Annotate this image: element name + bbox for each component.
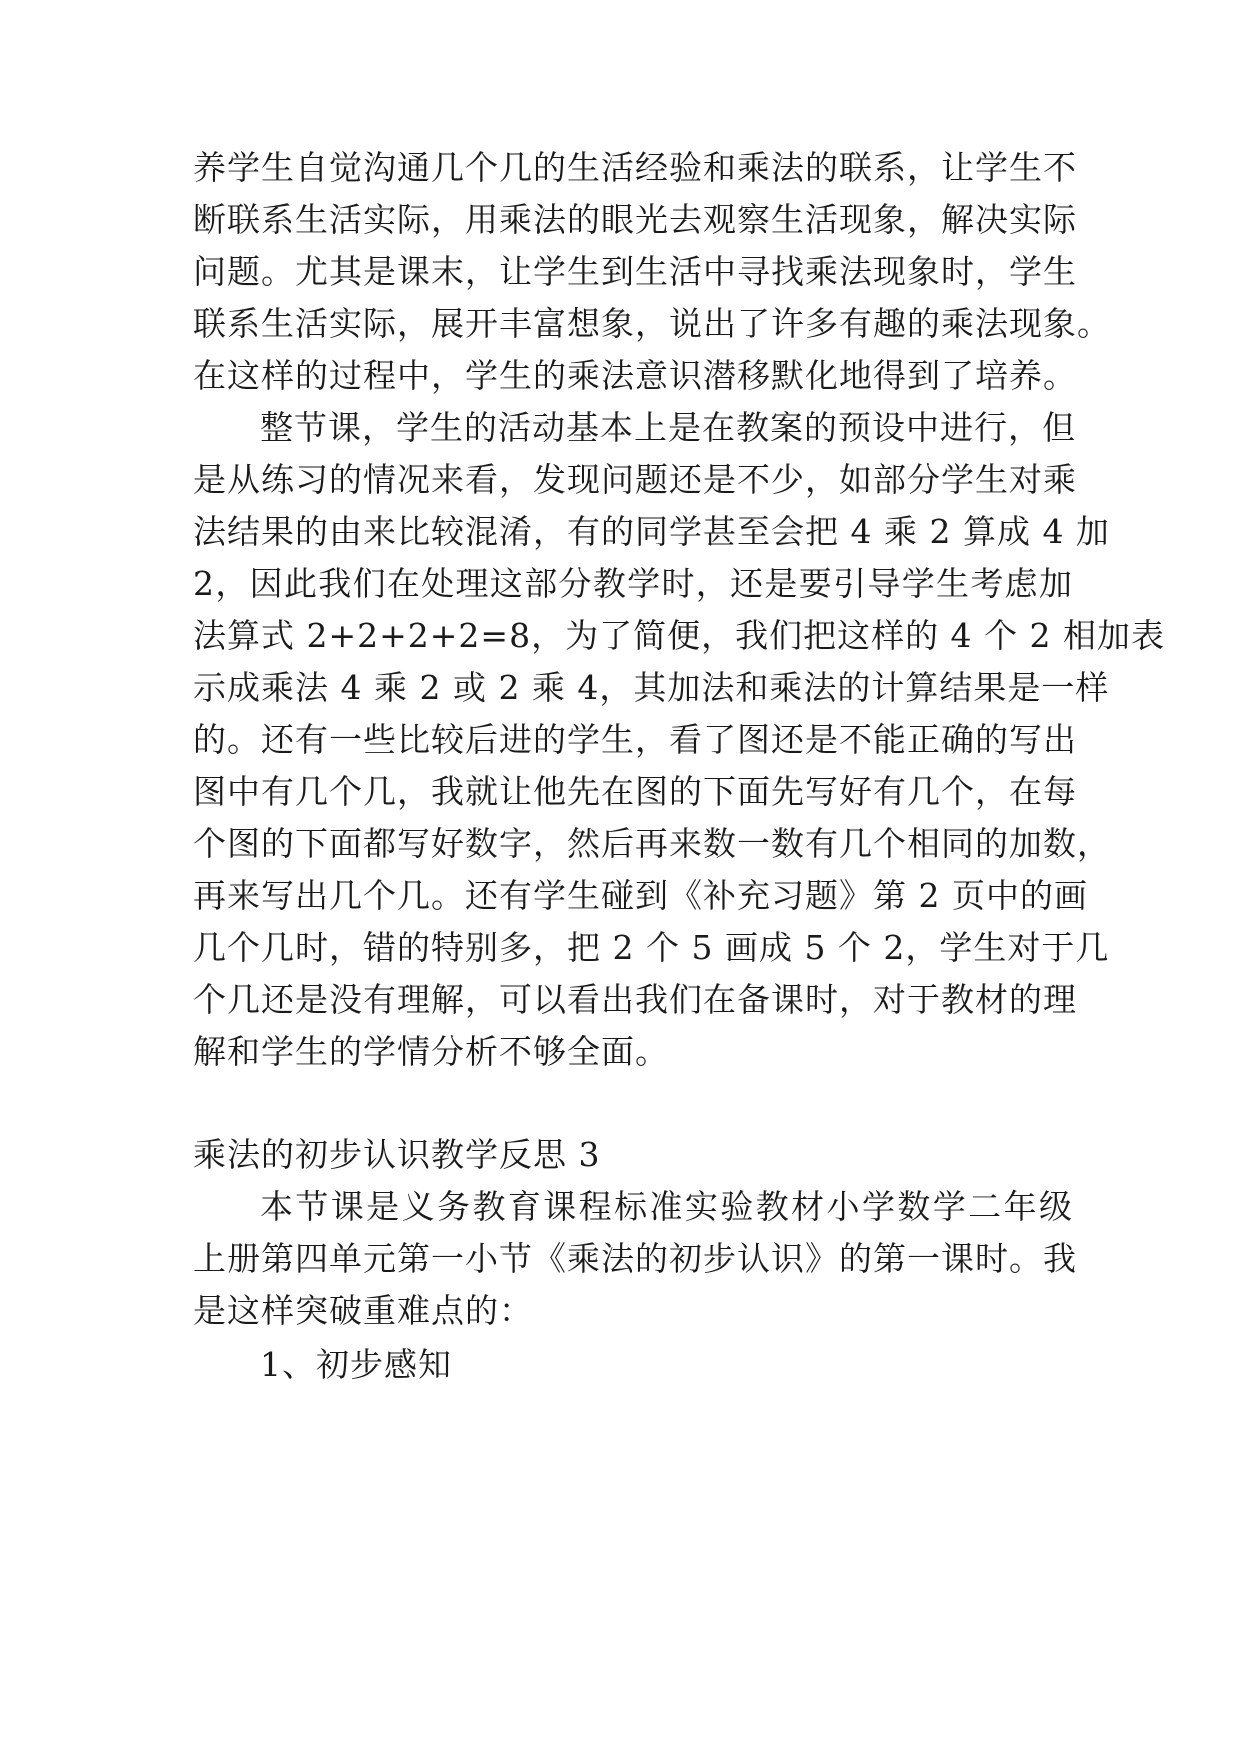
paragraph-line: 再来写出几个几。还有学生碰到《补充习题》第 2 页中的画 [193, 876, 1088, 915]
paragraph-line: 在这样的过程中，学生的乘法意识潜移默化地得到了培养。 [193, 356, 1077, 395]
paragraph-line: 个几还是没有理解，可以看出我们在备课时，对于教材的理 [193, 980, 1077, 1019]
paragraph-line: 示成乘法 4 乘 2 或 2 乘 4，其加法和乘法的计算结果是一样 [193, 668, 1110, 707]
section-heading: 乘法的初步认识教学反思 3 [193, 1135, 601, 1174]
paragraph-line: 断联系生活实际，用乘法的眼光去观察生活现象，解决实际 [193, 200, 1077, 239]
paragraph-line: 的。还有一些比较后进的学生，看了图还是不能正确的写出 [193, 720, 1077, 759]
paragraph-line: 法算式 2+2+2+2=8，为了简便，我们把这样的 4 个 2 相加表 [193, 616, 1166, 655]
paragraph-line: 法结果的由来比较混淆，有的同学甚至会把 4 乘 2 算成 4 加 [193, 512, 1110, 551]
paragraph-line: 整节课，学生的活动基本上是在教案的预设中进行，但 [260, 408, 1076, 447]
paragraph-line: 解和学生的学情分析不够全面。 [193, 1032, 669, 1071]
paragraph-line: 个图的下面都写好数字，然后再来数一数有几个相同的加数， [193, 824, 1111, 863]
paragraph-line: 是这样突破重难点的： [193, 1291, 533, 1330]
paragraph-line: 问题。尤其是课末，让学生到生活中寻找乘法现象时，学生 [193, 252, 1077, 291]
paragraph-line: 2，因此我们在处理这部分教学时，还是要引导学生考虑加 [193, 564, 1073, 603]
paragraph-line: 联系生活实际，展开丰富想象，说出了许多有趣的乘法现象。 [193, 304, 1111, 343]
paragraph-line: 是从练习的情况来看，发现问题还是不少，如部分学生对乘 [193, 460, 1077, 499]
paragraph-line: 上册第四单元第一小节《乘法的初步认识》的第一课时。我 [193, 1239, 1077, 1278]
paragraph-line: 养学生自觉沟通几个几的生活经验和乘法的联系，让学生不 [193, 148, 1077, 187]
paragraph-line: 图中有几个几，我就让他先在图的下面先写好有几个，在每 [193, 772, 1077, 811]
paragraph-line: 几个几时，错的特别多，把 2 个 5 画成 5 个 2，学生对于几 [193, 928, 1110, 967]
paragraph-line: 本节课是义务教育课程标准实验教材小学数学二年级 [260, 1187, 1073, 1226]
list-item: 1、初步感知 [260, 1345, 452, 1384]
